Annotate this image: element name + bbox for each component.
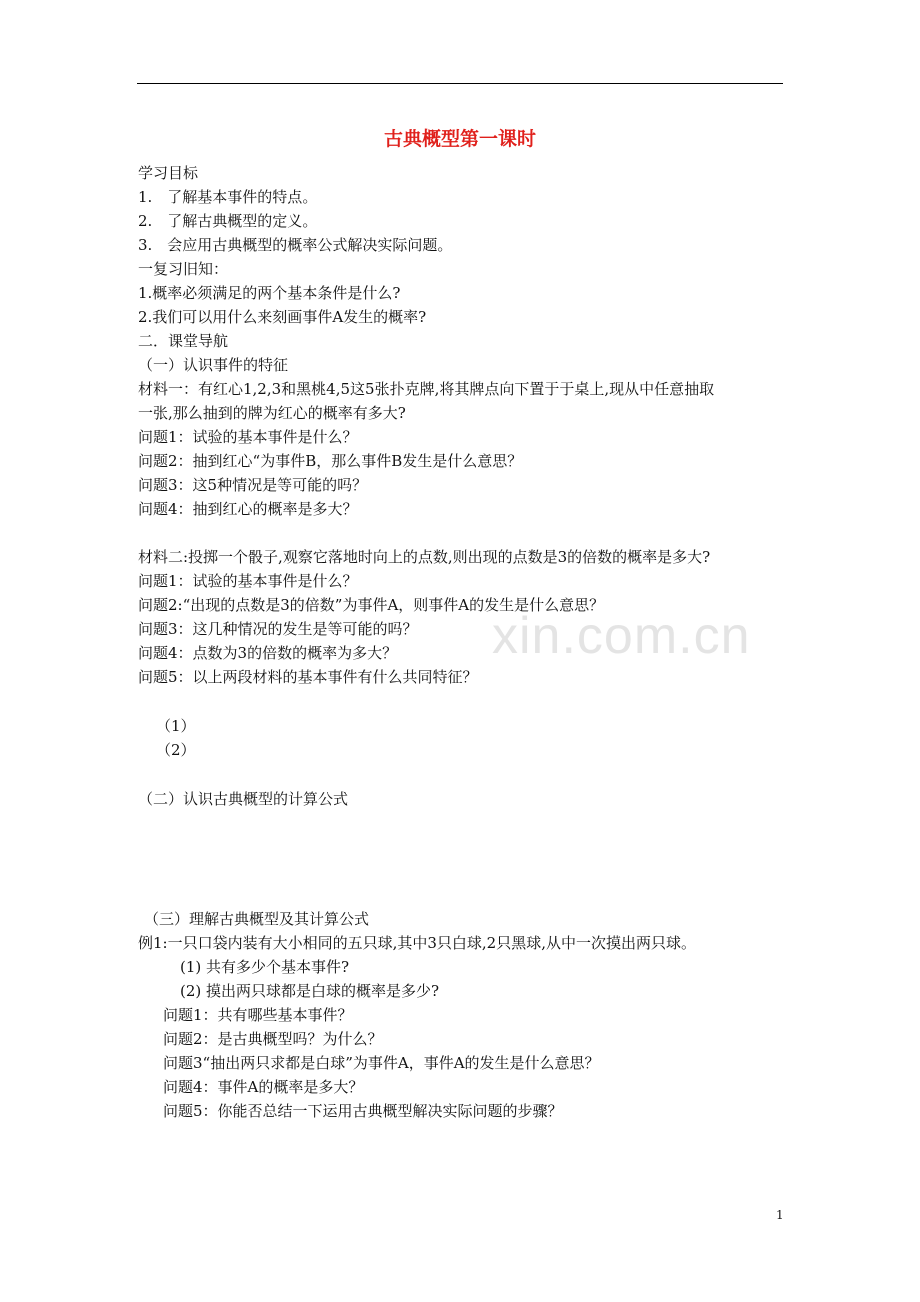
question-item: 问题2：抽到红心“为事件B，那么事件B发生是什么意思？ xyxy=(138,452,523,470)
question-item: 问题1：共有哪些基本事件？ xyxy=(163,1006,353,1024)
example-subitem: (1) 共有多少个基本事件? xyxy=(180,958,350,976)
review-item: 2.我们可以用什么来刻画事件A发生的概率? xyxy=(138,308,427,326)
part1-heading: （一）认识事件的特征 xyxy=(138,356,289,374)
material1-text: 一张,那么抽到的牌为红心的概率有多大? xyxy=(138,404,406,422)
question-item: 问题1：试验的基本事件是什么？ xyxy=(138,572,358,590)
question-item: 问题4：抽到红心的概率是多大？ xyxy=(138,500,358,518)
question-item: 问题4：点数为3的倍数的概率为多大？ xyxy=(138,644,398,662)
question-item: 问题2：是古典概型吗？为什么？ xyxy=(163,1030,383,1048)
question-item: 问题4：事件A的概率是多大？ xyxy=(163,1078,364,1096)
watermark: xin.com.cn xyxy=(492,607,751,665)
question-item: 问题2:“出现的点数是3的倍数”为事件A，则事件A的发生是什么意思？ xyxy=(138,596,605,614)
objectives-heading: 学习目标 xyxy=(138,164,199,182)
example-text: 例1:一只口袋内装有大小相同的五只球,其中3只白球,2只黑球,从中一次摸出两只球。 xyxy=(138,934,696,952)
material2-text: 材料二:投掷一个骰子,观察它落地时向上的点数,则出现的点数是3的倍数的概率是多大? xyxy=(138,548,711,566)
objective-item: 3. 会应用古典概型的概率公式解决实际问题。 xyxy=(138,236,453,254)
example-subitem: (2) 摸出两只球都是白球的概率是多少? xyxy=(180,982,440,1000)
part2-heading: （二）认识古典概型的计算公式 xyxy=(138,790,349,808)
blank-item: （1） xyxy=(156,717,196,735)
question-item: 问题5：你能否总结一下运用古典概型解决实际问题的步骤？ xyxy=(163,1102,563,1120)
document-title: 古典概型第一课时 xyxy=(383,128,536,150)
question-item: 问题3：这5种情况是等可能的吗？ xyxy=(138,476,368,494)
part3-heading: （三）理解古典概型及其计算公式 xyxy=(144,910,370,928)
question-item: 问题3：这几种情况的发生是等可能的吗？ xyxy=(138,620,418,638)
guide-heading: 二．课堂导航 xyxy=(138,332,229,350)
review-heading: 一复习旧知： xyxy=(138,260,229,278)
header-rule xyxy=(137,83,783,84)
material1-text: 材料一：有红心1,2,3和黑桃4,5这5张扑克牌,将其牌点向下置于于桌上,现从中任意抽取 xyxy=(138,380,715,398)
blank-item: （2） xyxy=(156,741,196,759)
review-item: 1.概率必须满足的两个基本条件是什么? xyxy=(138,284,401,302)
question-item: 问题1：试验的基本事件是什么？ xyxy=(138,428,358,446)
question-item: 问题5：以上两段材料的基本事件有什么共同特征？ xyxy=(138,668,478,686)
question-item: 问题3“抽出两只求都是白球”为事件A，事件A的发生是什么意思？ xyxy=(163,1054,600,1072)
objective-item: 2. 了解古典概型的定义。 xyxy=(138,212,318,230)
objective-item: 1. 了解基本事件的特点。 xyxy=(138,188,318,206)
page-number: 1 xyxy=(776,1208,784,1222)
